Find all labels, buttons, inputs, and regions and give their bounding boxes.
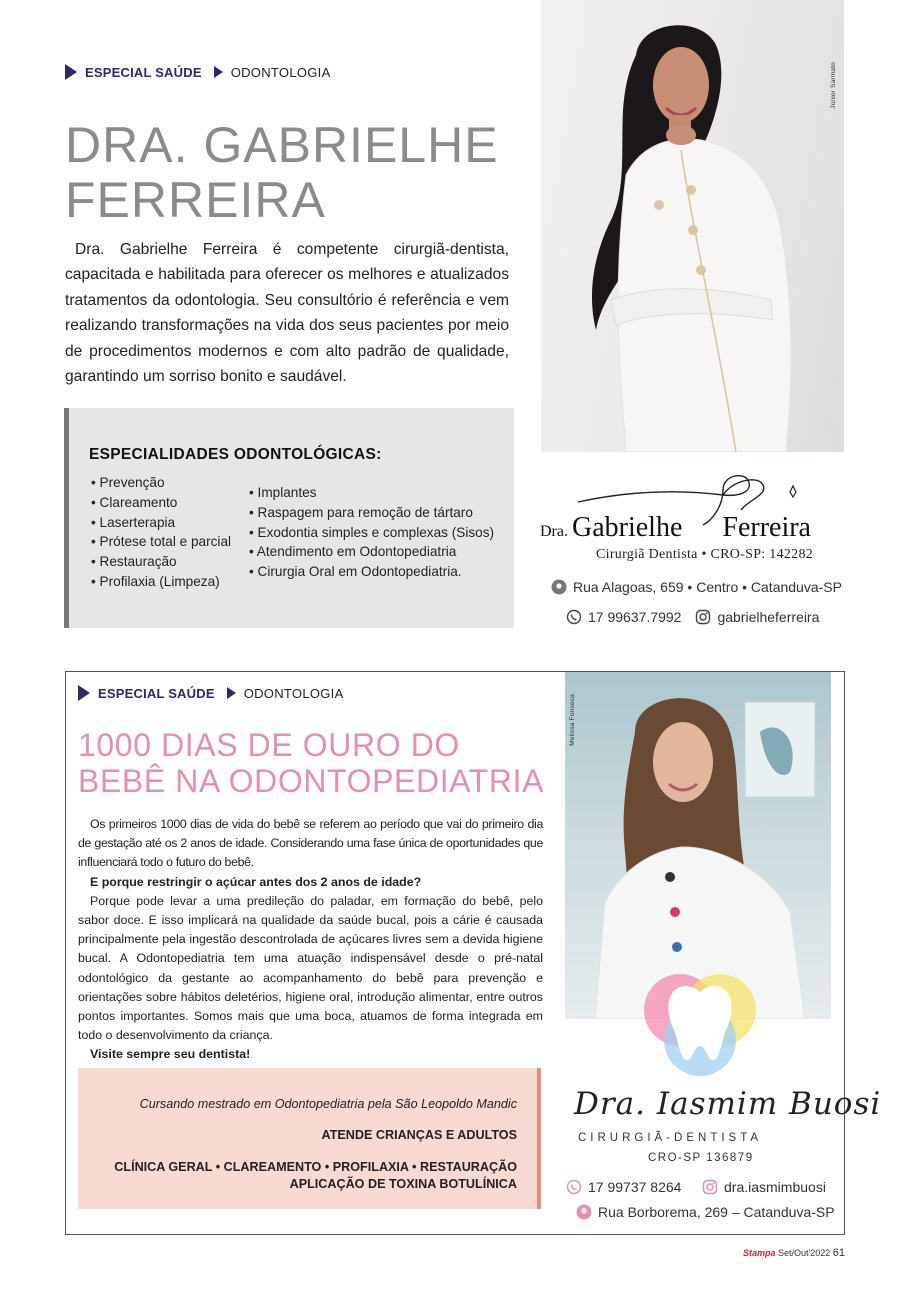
- iasmim-photo: [565, 672, 831, 1019]
- specialty-item: • Exodontia simples e complexas (Sisos): [249, 523, 494, 543]
- play-triangle-icon: [65, 64, 77, 80]
- bottom-instagram-text: dra.iasmimbuosi: [724, 1179, 826, 1195]
- specialty-item: • Profilaxia (Limpeza): [91, 572, 231, 592]
- footer-page-number: 61: [832, 1247, 845, 1259]
- signature-last-name: Ferreira: [722, 512, 811, 543]
- specialty-item: • Cirurgia Oral em Odontopediatria.: [249, 562, 494, 582]
- top-lead: [65, 237, 509, 389]
- portrait-illustration: [565, 672, 831, 1019]
- signature: [540, 512, 811, 544]
- info-box: [78, 1068, 541, 1209]
- bottom-section-label: ESPECIAL SAÚDE: [98, 685, 215, 701]
- bottom-photo-credit: Melissa Fonseca: [569, 694, 576, 746]
- bottom-category-label: ODONTOLOGIA: [243, 685, 344, 701]
- top-title-line1: DRA. GABRIELHE: [65, 117, 499, 173]
- signature-first-name: Gabrielhe: [571, 512, 683, 543]
- body-question: E porque restringir o açúcar antes dos 2 anos de idade?: [90, 874, 422, 889]
- specialty-item: • Laserterapia: [91, 513, 231, 533]
- top-address-text: Rua Alagoas, 659 • Centro • Catanduva-SP: [573, 579, 842, 595]
- specialty-item: • Prevenção: [91, 473, 231, 493]
- play-triangle-icon: [78, 685, 90, 701]
- play-triangle-icon: [214, 66, 223, 78]
- body-paragraph: Porque pode levar a uma predileção do paladar, em formação do bebê, pelo sabor doce. E isso implicará na qualidade da saúde bucal, pois a cárie é causada principalmente pela ingestão descontrolada de açúcares livres sem a devida higiene bucal. A Odontopediatria tem uma atuação indispensável desde o pré-natal odontológico da gestante ao acompanhamento do bebê para prevenção e orientações sobre hábitos deletérios, higiene oral, introdução alimentar, entre outros pontos importantes. Somos mais que uma boca, atuamos de forma integrada em todo o desenvolvimento da criança.: [78, 893, 543, 1043]
- top-section-label: ESPECIAL SAÚDE: [85, 64, 202, 80]
- body-closing: Visite sempre seu dentista!: [90, 1047, 251, 1062]
- specialties-list-right: [249, 483, 494, 582]
- signature-prefix: Dra.: [540, 523, 568, 540]
- top-photo-credit: Júnior Sarmato: [830, 62, 837, 109]
- specialties-heading: ESPECIALIDADES ODONTOLÓGICAS:: [89, 446, 382, 463]
- top-instagram-text: gabrielheferreira: [717, 609, 820, 625]
- specialty-item: • Clareamento: [91, 493, 231, 513]
- top-title: [65, 118, 499, 228]
- bottom-title: [78, 727, 544, 799]
- specialty-item: • Raspagem para remoção de tártaro: [249, 503, 494, 523]
- iasmim-subtitle: CIRURGIÃ-DENTISTA: [578, 1132, 763, 1144]
- info-box-services: CLÍNICA GERAL • CLAREAMENTO • PROFILAXIA • RESTAURAÇÃO: [114, 1160, 517, 1174]
- info-box-botox: APLICAÇÃO DE TOXINA BOTULÍNICA: [289, 1177, 517, 1191]
- location-pin-icon: [551, 579, 567, 595]
- top-breadcrumb: [65, 64, 331, 80]
- specialty-item: • Implantes: [249, 483, 494, 503]
- bottom-phone: [566, 1179, 681, 1195]
- top-lead-text: Dra. Gabrielhe Ferreira é competente cirurgiã-dentista, capacitada e habilitada para oferecer os melhores e atualizados tratamentos da odontologia. Seu consultório é referência e vem realizando transformações na vida dos seus pacientes por meio de procedimentos modernos e com alto padrão de qualidade, garantindo um sorriso bonito e saudável.: [65, 241, 509, 386]
- specialties-box: [64, 408, 514, 628]
- top-category-label: ODONTOLOGIA: [230, 64, 331, 80]
- top-address: [551, 579, 842, 595]
- gabrielhe-photo: [541, 0, 844, 452]
- bottom-instagram: [702, 1179, 826, 1195]
- specialty-item: • Prótese total e parcial: [91, 532, 231, 552]
- iasmim-name: Dra. Iasmim Buosi: [574, 1086, 882, 1122]
- signature-subtitle: Cirurgiã Dentista • CRO-SP: 142282: [596, 547, 814, 562]
- bottom-address: [576, 1204, 835, 1220]
- whatsapp-icon: [566, 609, 582, 625]
- instagram-icon: [702, 1179, 718, 1195]
- bottom-phone-text: 17 99737 8264: [588, 1179, 682, 1195]
- bottom-title-line2: BEBÊ NA ODONTOPEDIATRIA: [78, 763, 545, 799]
- top-phone: [566, 609, 819, 625]
- iasmim-cro: CRO-SP 136879: [648, 1152, 754, 1164]
- page-footer: [743, 1247, 845, 1259]
- instagram-icon: [695, 609, 711, 625]
- bottom-address-text: Rua Borborema, 269 – Catanduva-SP: [598, 1204, 835, 1220]
- portrait-illustration: [541, 0, 844, 452]
- top-title-line2: FERREIRA: [65, 172, 326, 228]
- whatsapp-icon: [566, 1179, 582, 1195]
- footer-issue: Set/Out'2022: [777, 1248, 831, 1258]
- body-paragraph: Os primeiros 1000 dias de vida do bebê se referem ao período que vai do primeiro dia de gestação até os 2 anos de idade. Considerando uma fase única de oportunidades que influenciará todo o futuro do bebê.: [78, 817, 543, 870]
- location-pin-icon: [576, 1204, 592, 1220]
- footer-brand: Stampa: [742, 1248, 776, 1258]
- bottom-breadcrumb: [78, 685, 344, 701]
- tooth-logo-icon: [640, 968, 760, 1078]
- specialty-item: • Atendimento em Odontopediatria: [249, 542, 494, 562]
- top-phone-text: 17 99637.7992: [588, 609, 682, 625]
- info-box-masters: Cursando mestrado em Odontopediatria pela São Leopoldo Mandic: [139, 1097, 517, 1111]
- info-box-audience: ATENDE CRIANÇAS E ADULTOS: [321, 1128, 517, 1142]
- bottom-body: [78, 815, 543, 1065]
- bottom-title-line1: 1000 DIAS DE OURO DO: [78, 727, 460, 763]
- specialty-item: • Restauração: [91, 552, 231, 572]
- specialties-list-left: [91, 473, 231, 592]
- play-triangle-icon: [227, 687, 236, 699]
